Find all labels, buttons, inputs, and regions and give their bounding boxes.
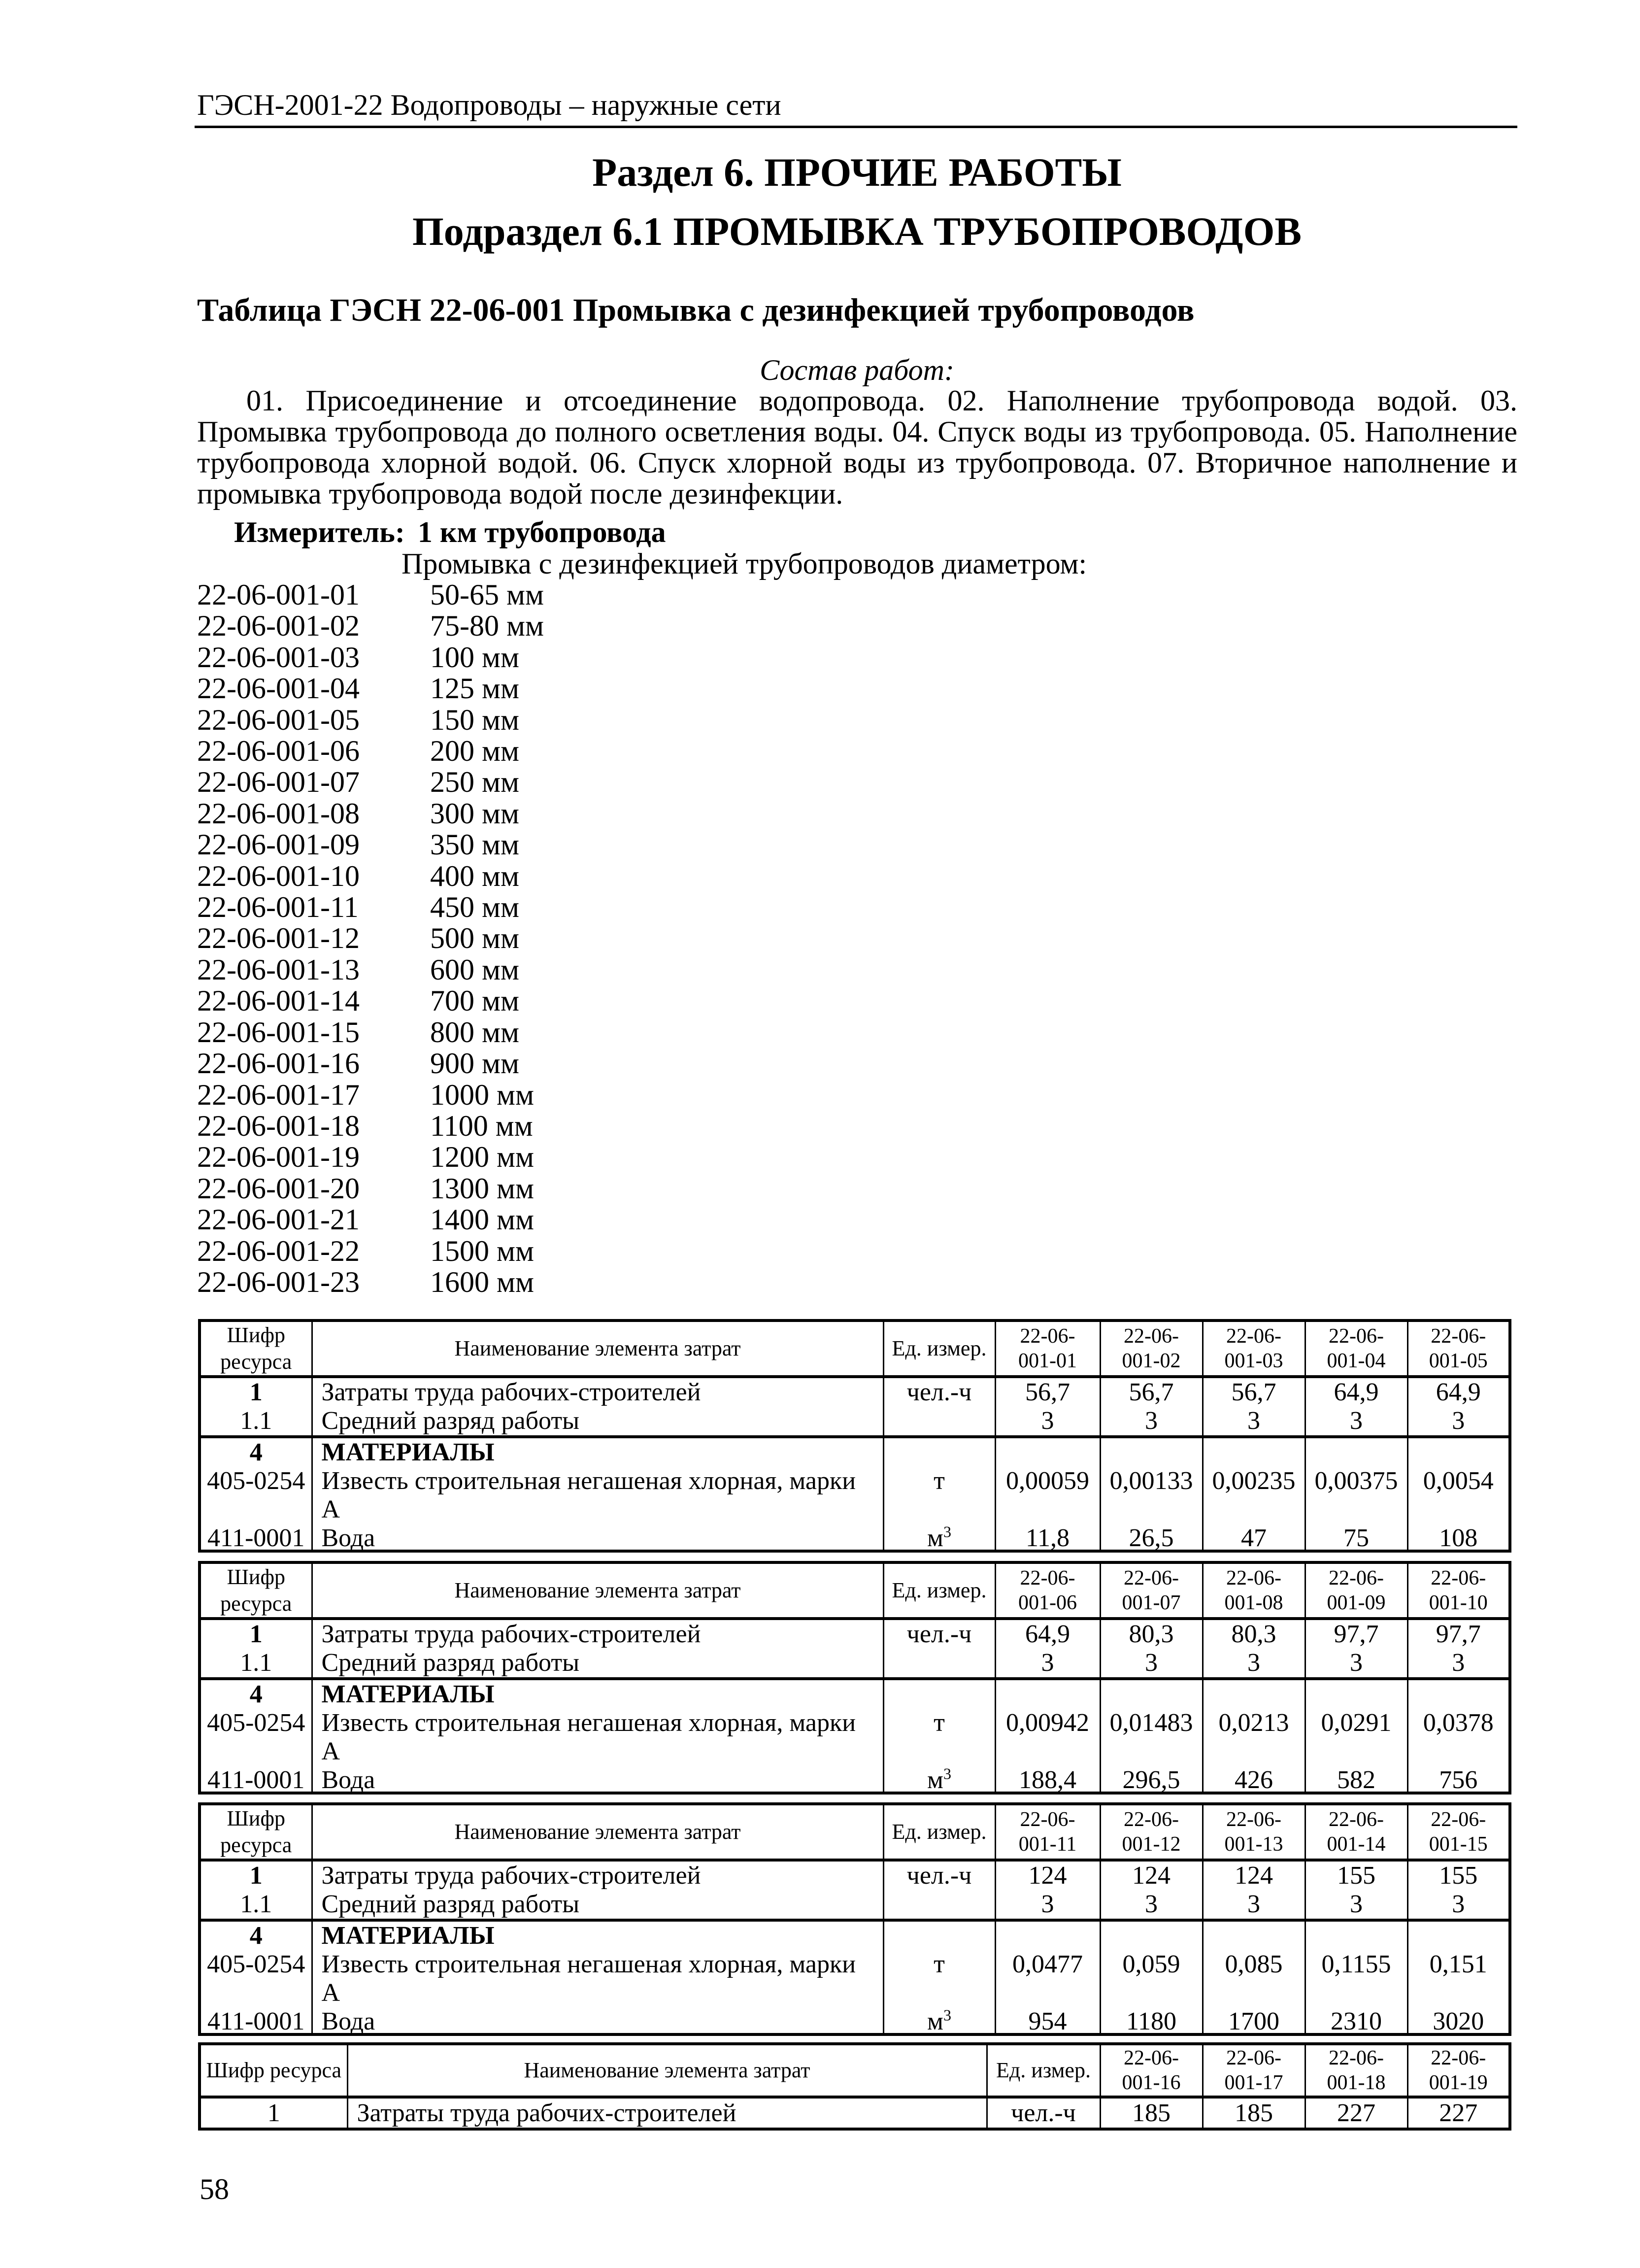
page-number: 58: [200, 2173, 229, 2205]
code: 22-06-001-22: [197, 1234, 360, 1267]
code-row: [197, 767, 544, 798]
code: 22-06-001-06: [197, 735, 360, 768]
diameter: 1500 мм: [430, 1234, 534, 1267]
header-name: Наименование элемента затрат: [312, 1320, 883, 1377]
code: 22-06-001-16: [197, 1047, 360, 1080]
table-row-labor: 1 1.1 Затраты труда рабочих-строителей Средний разряд работы чел.-ч 56,7 3 56,7 3 56,7 3 64,9 3 64,9 3: [200, 1377, 1510, 1437]
diameter: 700 мм: [430, 984, 519, 1017]
header-name: Наименование элемента затрат: [312, 1562, 883, 1619]
header-col: 22-06- 001-10: [1407, 1562, 1510, 1619]
code-row: [197, 1017, 544, 1048]
diameter: 600 мм: [430, 953, 519, 986]
header-col: 22-06- 001-18: [1305, 2044, 1407, 2097]
table-row-labor: 1 1.1 Затраты труда рабочих-строителей Средний разряд работы чел.-ч 124 3 124 3 124 3 155 3 155 3: [200, 1860, 1510, 1920]
diameter: 1600 мм: [430, 1265, 534, 1298]
diameter: 800 мм: [430, 1016, 519, 1049]
code: 22-06-001-11: [197, 891, 359, 924]
composition-text: 01. Присоединение и отсоединение водопровода. 02. Наполнение трубопровода водой. 03. Промывка трубопровода до полного осветления воды. 04. Спуск воды из трубопровода. 05. Наполнение трубопровода хлорной водой. 06. Спуск хлорной воды из трубопровода. 07. Вторичное наполнение и промывка трубопровода водой после дезинфекции.: [197, 384, 1517, 510]
meter-value: 1 км трубопровода: [417, 516, 666, 548]
diameter: 400 мм: [430, 859, 519, 892]
table-header-row: [200, 1804, 1510, 1860]
diameter: 75-80 мм: [430, 609, 544, 643]
code-row: [197, 736, 544, 767]
header-code: Шифр ресурса: [200, 1804, 312, 1860]
header-col: 22-06- 001-12: [1100, 1804, 1203, 1860]
header-unit: Ед. измер.: [883, 1320, 995, 1377]
header-col: 22-06- 001-04: [1305, 1320, 1407, 1377]
diameter: 150 мм: [430, 703, 519, 736]
diameter: 500 мм: [430, 922, 519, 955]
table-row-materials: 4 405-0254 411-0001 МАТЕРИАЛЫ Известь строительная негашеная хлорная, марки А Вода т $м^3$ 0,00059 11,8 0,00133 26,5 0,00235 47 0,00375 75 0,0054 108: [200, 1437, 1510, 1551]
resource-table-3: [198, 1802, 1511, 2036]
code: 22-06-001-02: [197, 609, 360, 643]
resource-table-4: [198, 2042, 1511, 2131]
code: 22-06-001-07: [197, 766, 360, 799]
code-row: [197, 829, 544, 860]
header-col: 22-06- 001-19: [1407, 2044, 1510, 2097]
composition-label: Состав работ:: [760, 354, 954, 386]
code-row: [197, 673, 544, 704]
code: 22-06-001-23: [197, 1265, 360, 1298]
code-row: [197, 705, 544, 736]
header-unit: Ед. измер.: [883, 1804, 995, 1860]
diameter: 125 мм: [430, 672, 519, 705]
diameter: 1000 мм: [430, 1078, 534, 1111]
header-name: Наименование элемента затрат: [312, 1804, 883, 1860]
code-row: [197, 610, 544, 642]
table-row-materials: 4 405-0254 411-0001 МАТЕРИАЛЫ Известь строительная негашеная хлорная, марки А Вода т $м^3$ 0,00942 188,4 0,01483 296,5 0,0213 426 0,0291 582 0,0378 756: [200, 1679, 1510, 1793]
code-row: [197, 1173, 544, 1204]
diameter: 900 мм: [430, 1047, 519, 1080]
code: 22-06-001-09: [197, 828, 360, 861]
header-col: 22-06- 001-05: [1407, 1320, 1510, 1377]
code: 22-06-001-21: [197, 1203, 360, 1236]
diameter: 300 мм: [430, 797, 519, 830]
header-col: 22-06- 001-02: [1100, 1320, 1203, 1377]
code: 22-06-001-08: [197, 797, 360, 830]
diameter: 100 мм: [430, 641, 519, 674]
diameter: 350 мм: [430, 828, 519, 861]
code: 22-06-001-14: [197, 984, 360, 1017]
resource-table-1: [198, 1319, 1511, 1553]
diameter: 50-65 мм: [430, 578, 544, 611]
table-title: Таблица ГЭСН 22-06-001 Промывка с дезинфекцией трубопроводов: [197, 292, 1195, 328]
diameter: 450 мм: [430, 891, 519, 924]
header-col: 22-06- 001-03: [1203, 1320, 1305, 1377]
code: 22-06-001-03: [197, 641, 360, 674]
code: 22-06-001-13: [197, 953, 360, 986]
header-code: Шифр ресурса: [200, 1320, 312, 1377]
code-row: [197, 1204, 544, 1235]
table-header-row: [200, 2044, 1510, 2097]
diameter: 200 мм: [430, 735, 519, 768]
diameter: 1100 мм: [430, 1109, 533, 1142]
code-row: [197, 923, 544, 954]
code: 22-06-001-04: [197, 672, 360, 705]
code-row: [197, 798, 544, 829]
table-header-row: [200, 1562, 1510, 1619]
code-row: [197, 861, 544, 892]
code-row: [197, 1267, 544, 1298]
header-col: 22-06- 001-06: [995, 1562, 1100, 1619]
code: 22-06-001-01: [197, 578, 360, 611]
meter-line: [234, 516, 666, 548]
meter-label: Измеритель:: [234, 516, 405, 548]
code: 22-06-001-12: [197, 922, 360, 955]
table-row-labor: 1 1.1 Затраты труда рабочих-строителей Средний разряд работы чел.-ч 64,9 3 80,3 3 80,3 3 97,7 3 97,7 3: [200, 1619, 1510, 1679]
resource-table-2: [198, 1561, 1511, 1794]
header-col: 22-06- 001-16: [1100, 2044, 1203, 2097]
header-code: Шифр ресурса: [200, 2044, 347, 2097]
running-header: ГЭСН-2001-22 Водопроводы – наружные сети: [197, 89, 781, 121]
diameter: 1300 мм: [430, 1172, 534, 1205]
diameter: 1200 мм: [430, 1141, 534, 1174]
code-row: [197, 1142, 544, 1173]
header-col: 22-06- 001-07: [1100, 1562, 1203, 1619]
header-col: 22-06- 001-08: [1203, 1562, 1305, 1619]
code: 22-06-001-05: [197, 703, 360, 736]
code: 22-06-001-20: [197, 1172, 360, 1205]
table-row-materials: 4 405-0254 411-0001 МАТЕРИАЛЫ Известь строительная негашеная хлорная, марки А Вода т $м^3$ 0,0477 954 0,059 1180 0,085 1700 0,1155 2310 0,151 3020: [200, 1920, 1510, 2034]
code: 22-06-001-15: [197, 1016, 360, 1049]
table-row-labor: 1 Затраты труда рабочих-строителей чел.-ч 185 185 227 227: [200, 2097, 1510, 2129]
diameter: 1400 мм: [430, 1203, 534, 1236]
header-col: 22-06- 001-15: [1407, 1804, 1510, 1860]
code: 22-06-001-17: [197, 1078, 360, 1111]
diameter-lead: Промывка с дезинфекцией трубопроводов диаметром:: [402, 547, 1087, 580]
header-code: Шифр ресурса: [200, 1562, 312, 1619]
code: 22-06-001-10: [197, 859, 360, 892]
code-row: [197, 1080, 544, 1111]
header-unit: Ед. измер.: [883, 1562, 995, 1619]
diameter: 250 мм: [430, 766, 519, 799]
code-row: [197, 579, 544, 610]
code-row: [197, 892, 544, 923]
code-row: [197, 642, 544, 673]
header-name: Наименование элемента затрат: [347, 2044, 987, 2097]
code-row: [197, 1111, 544, 1142]
code: 22-06-001-18: [197, 1109, 360, 1142]
code-row: [197, 1048, 544, 1079]
table-header-row: [200, 1320, 1510, 1377]
header-col: 22-06- 001-13: [1203, 1804, 1305, 1860]
code-list: [197, 579, 544, 1298]
section-title: Раздел 6. ПРОЧИЕ РАБОТЫ: [592, 150, 1122, 195]
code: 22-06-001-19: [197, 1141, 360, 1174]
code-row: [197, 1236, 544, 1267]
header-col: 22-06- 001-14: [1305, 1804, 1407, 1860]
header-col: 22-06- 001-01: [995, 1320, 1100, 1377]
code-row: [197, 985, 544, 1016]
subsection-title: Подраздел 6.1 ПРОМЫВКА ТРУБОПРОВОДОВ: [412, 209, 1302, 254]
header-col: 22-06- 001-17: [1203, 2044, 1305, 2097]
header-col: 22-06- 001-09: [1305, 1562, 1407, 1619]
header-rule: [195, 126, 1517, 128]
code-row: [197, 954, 544, 985]
header-col: 22-06- 001-11: [995, 1804, 1100, 1860]
header-unit: Ед. измер.: [987, 2044, 1100, 2097]
